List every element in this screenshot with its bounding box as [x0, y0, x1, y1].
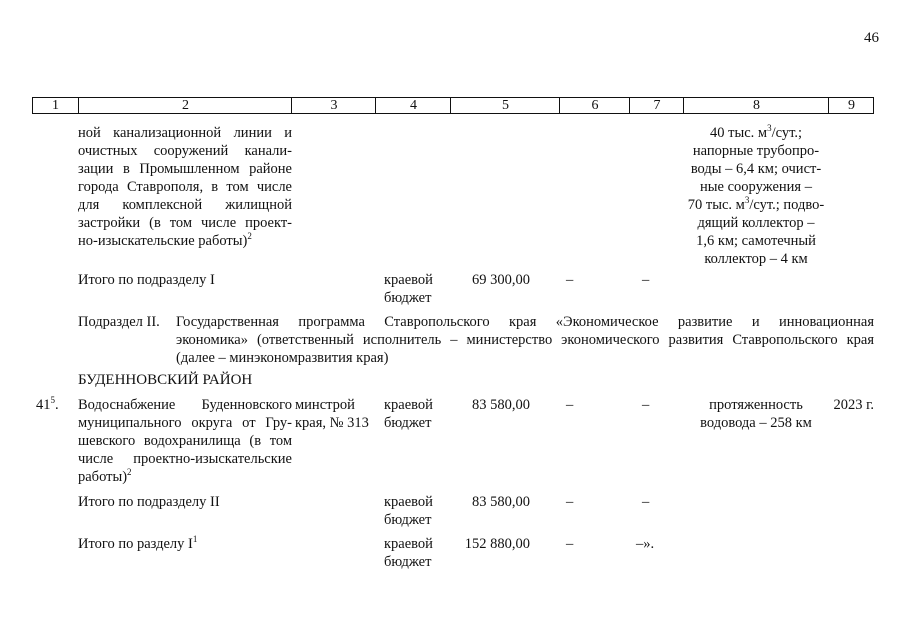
district-heading: БУДЕННОВСКИЙ РАЙОН	[78, 372, 253, 388]
total-label: Итого по подразделу II	[78, 494, 220, 510]
capacity-line: 40 тыс. $м^3$/сут.;	[709, 123, 802, 141]
description-line: для комплексной жилищной	[78, 197, 292, 213]
description-line: ной канализационной линии и	[78, 125, 292, 141]
description-line: города Ставрополя, в том числе	[78, 179, 292, 195]
capacity-line: протяженность	[709, 397, 803, 413]
amount: 69 300,00	[472, 272, 530, 288]
amount: 83 580,00	[472, 494, 530, 510]
column-header-9: 9	[828, 98, 874, 113]
executor: края, № 313	[295, 415, 369, 431]
budget-source: краевой	[384, 397, 433, 413]
footnote-ref: 2	[247, 231, 252, 241]
capacity-line: воды – 6,4 км; очист-	[690, 161, 822, 177]
budget-source: бюджет	[384, 415, 432, 431]
capacity-line: напорные трубопро-	[692, 143, 820, 159]
subsection-line: экономика» (ответственный исполнитель – министерство экономического развития Ставропольского края	[176, 332, 874, 348]
budget-source: краевой	[384, 272, 433, 288]
amount: 83 580,00	[472, 397, 530, 413]
dash: –	[642, 494, 650, 510]
dash: –	[566, 494, 574, 510]
dash: –	[642, 397, 650, 413]
capacity-line: дящий коллектор –	[697, 215, 815, 231]
dash: –	[642, 272, 650, 288]
budget-source: бюджет	[384, 290, 432, 306]
dash: –	[566, 272, 574, 288]
capacity-line: 1,6 км; самотечный	[696, 233, 816, 249]
subsection-prefix: Подраздел II.	[78, 314, 160, 330]
capacity-line: коллектор – 4 км	[704, 251, 808, 267]
completion-year: 2023 г.	[833, 397, 874, 413]
column-header-3: 3	[291, 98, 376, 113]
footnote-ref: 2	[127, 467, 132, 477]
footnote-ref: 1	[192, 534, 198, 544]
column-header-6: 6	[559, 98, 630, 113]
item-number: $41^5$.	[36, 395, 59, 413]
total-label: Итого по разделу $I^1$	[78, 534, 198, 552]
description-line: зации в Промышленном районе	[78, 161, 292, 177]
total-label: Итого по подразделу I	[78, 272, 215, 288]
description-line: но-изыскательские работы)$^2$	[78, 231, 252, 249]
executor: минстрой	[295, 397, 355, 413]
budget-source: бюджет	[384, 554, 432, 570]
description-line: работы)$^2$	[78, 467, 132, 485]
column-header-1: 1	[52, 98, 59, 113]
subsection-line: Государственная программа Ставропольского края «Экономическое развитие и инновационная	[176, 314, 874, 330]
column-header-5: 5	[450, 98, 560, 113]
capacity-line: ные сооружения –	[700, 179, 812, 195]
description-line: Водоснабжение Буденновского	[78, 397, 292, 413]
description-line: числе проектно-изыскательские	[78, 451, 292, 467]
budget-source: краевой	[384, 494, 433, 510]
column-header-2: 2	[78, 98, 292, 113]
description-line: очистных сооружений канали-	[78, 143, 292, 159]
description-line: застройки (в том числе проект-	[78, 215, 292, 231]
capacity-line: водовода – 258 км	[700, 415, 812, 431]
dash: –	[566, 397, 574, 413]
page-number: 46	[864, 30, 879, 46]
table-header-row	[32, 97, 874, 114]
description-line: муниципального округа от Гру-	[78, 415, 292, 431]
subsection-line: (далее – минэкономразвития края)	[176, 350, 389, 366]
amount: 152 880,00	[464, 536, 530, 552]
column-header-8: 8	[683, 98, 829, 113]
dash: –	[566, 536, 574, 552]
dash: –».	[636, 536, 655, 552]
budget-source: краевой	[384, 536, 433, 552]
capacity-line: 70 тыс. $м^3$/сут.; подво-	[687, 195, 825, 213]
column-header-4: 4	[375, 98, 451, 113]
column-header-7: 7	[629, 98, 684, 113]
description-line: шевского водохранилища (в том	[78, 433, 292, 449]
budget-source: бюджет	[384, 512, 432, 528]
